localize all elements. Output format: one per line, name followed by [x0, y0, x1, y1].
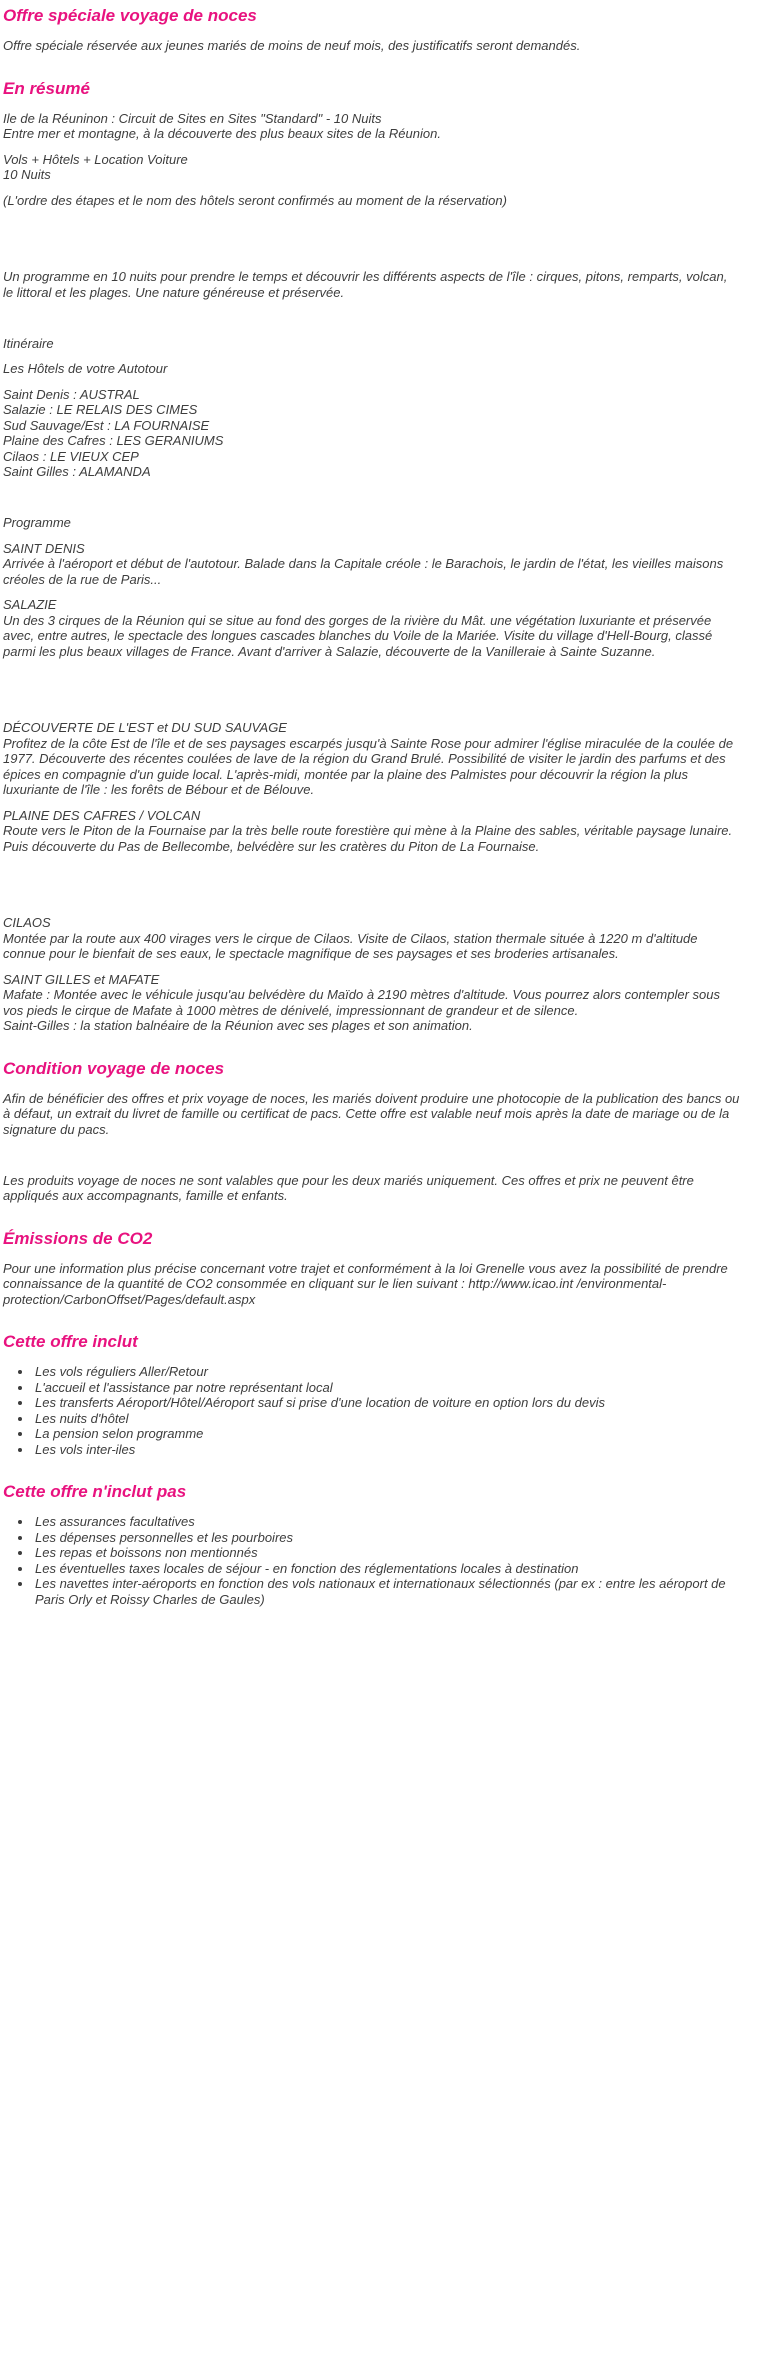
heading-offre-inclut: Cette offre inclut: [3, 1332, 138, 1351]
text-line: SAINT GILLES et MAFATE: [3, 971, 160, 987]
heading-condition: Condition voyage de noces: [3, 1058, 225, 1078]
paragraph: [3, 387, 740, 480]
text-line: Route vers le Piton de la Fournaise par la très belle route forestière qui mène à la Plaine des sables, véritable paysage lunaire. Puis découverte du Pas de Bellecombe, belvédère sur les cratères du Piton de La Fournaise.: [3, 823, 733, 854]
heading-en-resume: En résumé: [3, 78, 90, 98]
text-line: Profitez de la côte Est de l'île et de ses paysages escarpés jusqu'à Sainte Rose pour admirer l'église miraculée de la coulée de 1977. Découverte des récentes coulées de lave de la région du Grand Brulé. Possibilité de visiter le jardin des parfums et des épices en compagnie d'un guide local. L'après-midi, montée par la plaine des Palmistes pour découvrir la région la plus luxuriante de l'île : les forêts de Bébour et de Bélouve.: [3, 735, 734, 797]
text-line: Montée par la route aux 400 virages vers le cirque de Cilaos. Visite de Cilaos, station thermale située à 1220 m d'altitude connue pour le bienfait de ses eaux, le spectacle magnifique de ses paysages et ses broderies artisanales.: [3, 930, 698, 961]
empty-line: [3, 890, 740, 906]
paragraph: Programme: [3, 515, 71, 530]
text-line: Entre mer et montagne, à la découverte des plus beaux sites de la Réunion.: [3, 126, 441, 141]
empty-line: [3, 864, 740, 880]
paragraph: [3, 808, 740, 855]
paragraph: Afin de bénéficier des offres et prix voyage de noces, les mariés doivent produire une photocopie de la publication des bancs ou à défaut, un extrait du livret de famille ou certificat de pacs. Cette offre est valable neuf mois après la date de mariage ou de la signature du pacs.: [3, 1090, 740, 1137]
list-item: • Les éventuelles taxes locales de séjour - en fonction des réglementations locales à destination: [33, 1561, 740, 1577]
empty-line: [3, 244, 740, 260]
text-line: Mafate : Montée avec le véhicule jusqu'au belvédère du Maïdo à 2190 mètres d'altitude. Vous pourrez alors contempler sous vos pieds le cirque de Mafate à 1000 mètres de dénivelé, impressionnant de grandeur et de silence.: [3, 987, 721, 1018]
text-line: Plaine des Cafres : LES GERANIUMS: [3, 433, 224, 448]
text-line: Arrivée à l'aéroport et début de l'autotour. Balade dans la Capitale créole : le Barachois, le jardin de l'état, les vieilles maisons créoles de la rue de Paris...: [3, 556, 724, 587]
text-line: Cilaos : LE VIEUX CEP: [3, 448, 139, 464]
paragraph: (L'ordre des étapes et le nom des hôtels seront confirmés au moment de la réservation): [3, 192, 507, 208]
text-line: Un des 3 cirques de la Réunion qui se situe au fond des gorges de la rivière du Mât. une végétation luxuriante et préservée avec, entre autres, le spectacle des longues cascades blanches du Voile de la Mariée. Visite du village d'Hell-Bourg, classé parmi les plus beaux villages de France. Avant d'arriver à Salazie, découverte de la Vanilleraie à Sainte Suzanne.: [3, 612, 713, 659]
list-item: • Les navettes inter-aéroports en fonction des vols nationaux et internationaux sélectionnés (par ex : entre les aéroport de Paris Orly et Roissy Charles de Gaules): [33, 1576, 740, 1607]
paragraph: [3, 972, 740, 1034]
list-item: • Les transferts Aéroport/Hôtel/Aéroport sauf si prise d'une location de voiture en option lors du devis: [33, 1395, 740, 1411]
paragraph: Offre spéciale réservée aux jeunes mariés de moins de neuf mois, des justificatifs seront demandés.: [3, 38, 581, 53]
text-line: PLAINE DES CAFRES / VOLCAN: [3, 807, 201, 823]
text-line: Vols + Hôtels + Location Voiture: [3, 151, 188, 167]
list-item: • La pension selon programme: [33, 1426, 740, 1442]
text-line: DÉCOUVERTE DE L'EST et DU SUD SAUVAGE: [3, 720, 287, 735]
heading-emissions-co2: Émissions de CO2: [3, 1228, 153, 1248]
bullet-list: [3, 1514, 740, 1607]
paragraph: Un programme en 10 nuits pour prendre le temps et découvrir les différents aspects de l'île : cirques, pitons, remparts, volcan, le littoral et les plages. Une nature généreuse et préservée.: [3, 269, 728, 300]
text-line: Saint Denis : AUSTRAL: [3, 386, 140, 402]
heading-offre-speciale: Offre spéciale voyage de noces: [3, 6, 257, 25]
text-line: CILAOS: [3, 915, 51, 930]
list-item: • Les dépenses personnelles et les pourboires: [33, 1530, 740, 1546]
text-line: Saint-Gilles : la station balnéaire de la Réunion avec ses plages et son animation.: [3, 1018, 473, 1033]
paragraph: [3, 597, 740, 659]
paragraph: Les Hôtels de votre Autotour: [3, 361, 168, 376]
paragraph: Pour une information plus précise concernant votre trajet et conformément à la loi Grenelle vous avez la possibilité de prendre connaissance de la quantité de CO2 consommée en cliquant sur le lien suivant : http://www.icao.int /environmental-protection/CarbonOffset/Pages/default.aspx: [3, 1260, 728, 1307]
empty-line: [3, 695, 740, 711]
empty-line: [3, 310, 740, 326]
text-line: Salazie : LE RELAIS DES CIMES: [3, 402, 198, 417]
list-item: • Les repas et boissons non mentionnés: [33, 1545, 740, 1561]
text-line: SAINT DENIS: [3, 540, 85, 556]
paragraph: [3, 720, 740, 798]
empty-line: [3, 490, 740, 506]
list-item: • Les vols inter-iles: [33, 1442, 740, 1458]
list-item: • L'accueil et l'assistance par notre représentant local: [33, 1380, 740, 1396]
list-item: • Les vols réguliers Aller/Retour: [33, 1364, 740, 1380]
text-line: SALAZIE: [3, 597, 57, 612]
paragraph: [3, 111, 740, 142]
paragraph: Les produits voyage de noces ne sont valables que pour les deux mariés uniquement. Ces offres et prix ne peuvent être appliqués aux accompagnants, famille et enfants.: [3, 1172, 694, 1203]
list-item: • Les nuits d'hôtel: [33, 1411, 740, 1427]
text-line: Saint Gilles : ALAMANDA: [3, 464, 151, 479]
text-line: 10 Nuits: [3, 167, 51, 182]
bullet-list: [3, 1364, 740, 1457]
empty-line: [3, 1147, 740, 1163]
empty-line: [3, 669, 740, 685]
heading-offre-n-inclut-pas: Cette offre n'inclut pas: [3, 1482, 187, 1501]
list-item: • Les assurances facultatives: [33, 1514, 740, 1530]
text-line: Ile de la Réuninon : Circuit de Sites en Sites "Standard" - 10 Nuits: [3, 110, 382, 126]
paragraph: Itinéraire: [3, 335, 54, 351]
paragraph: [3, 152, 740, 183]
paragraph: [3, 915, 740, 962]
paragraph: [3, 541, 740, 588]
text-line: Sud Sauvage/Est : LA FOURNAISE: [3, 417, 210, 433]
empty-line: [3, 218, 740, 234]
